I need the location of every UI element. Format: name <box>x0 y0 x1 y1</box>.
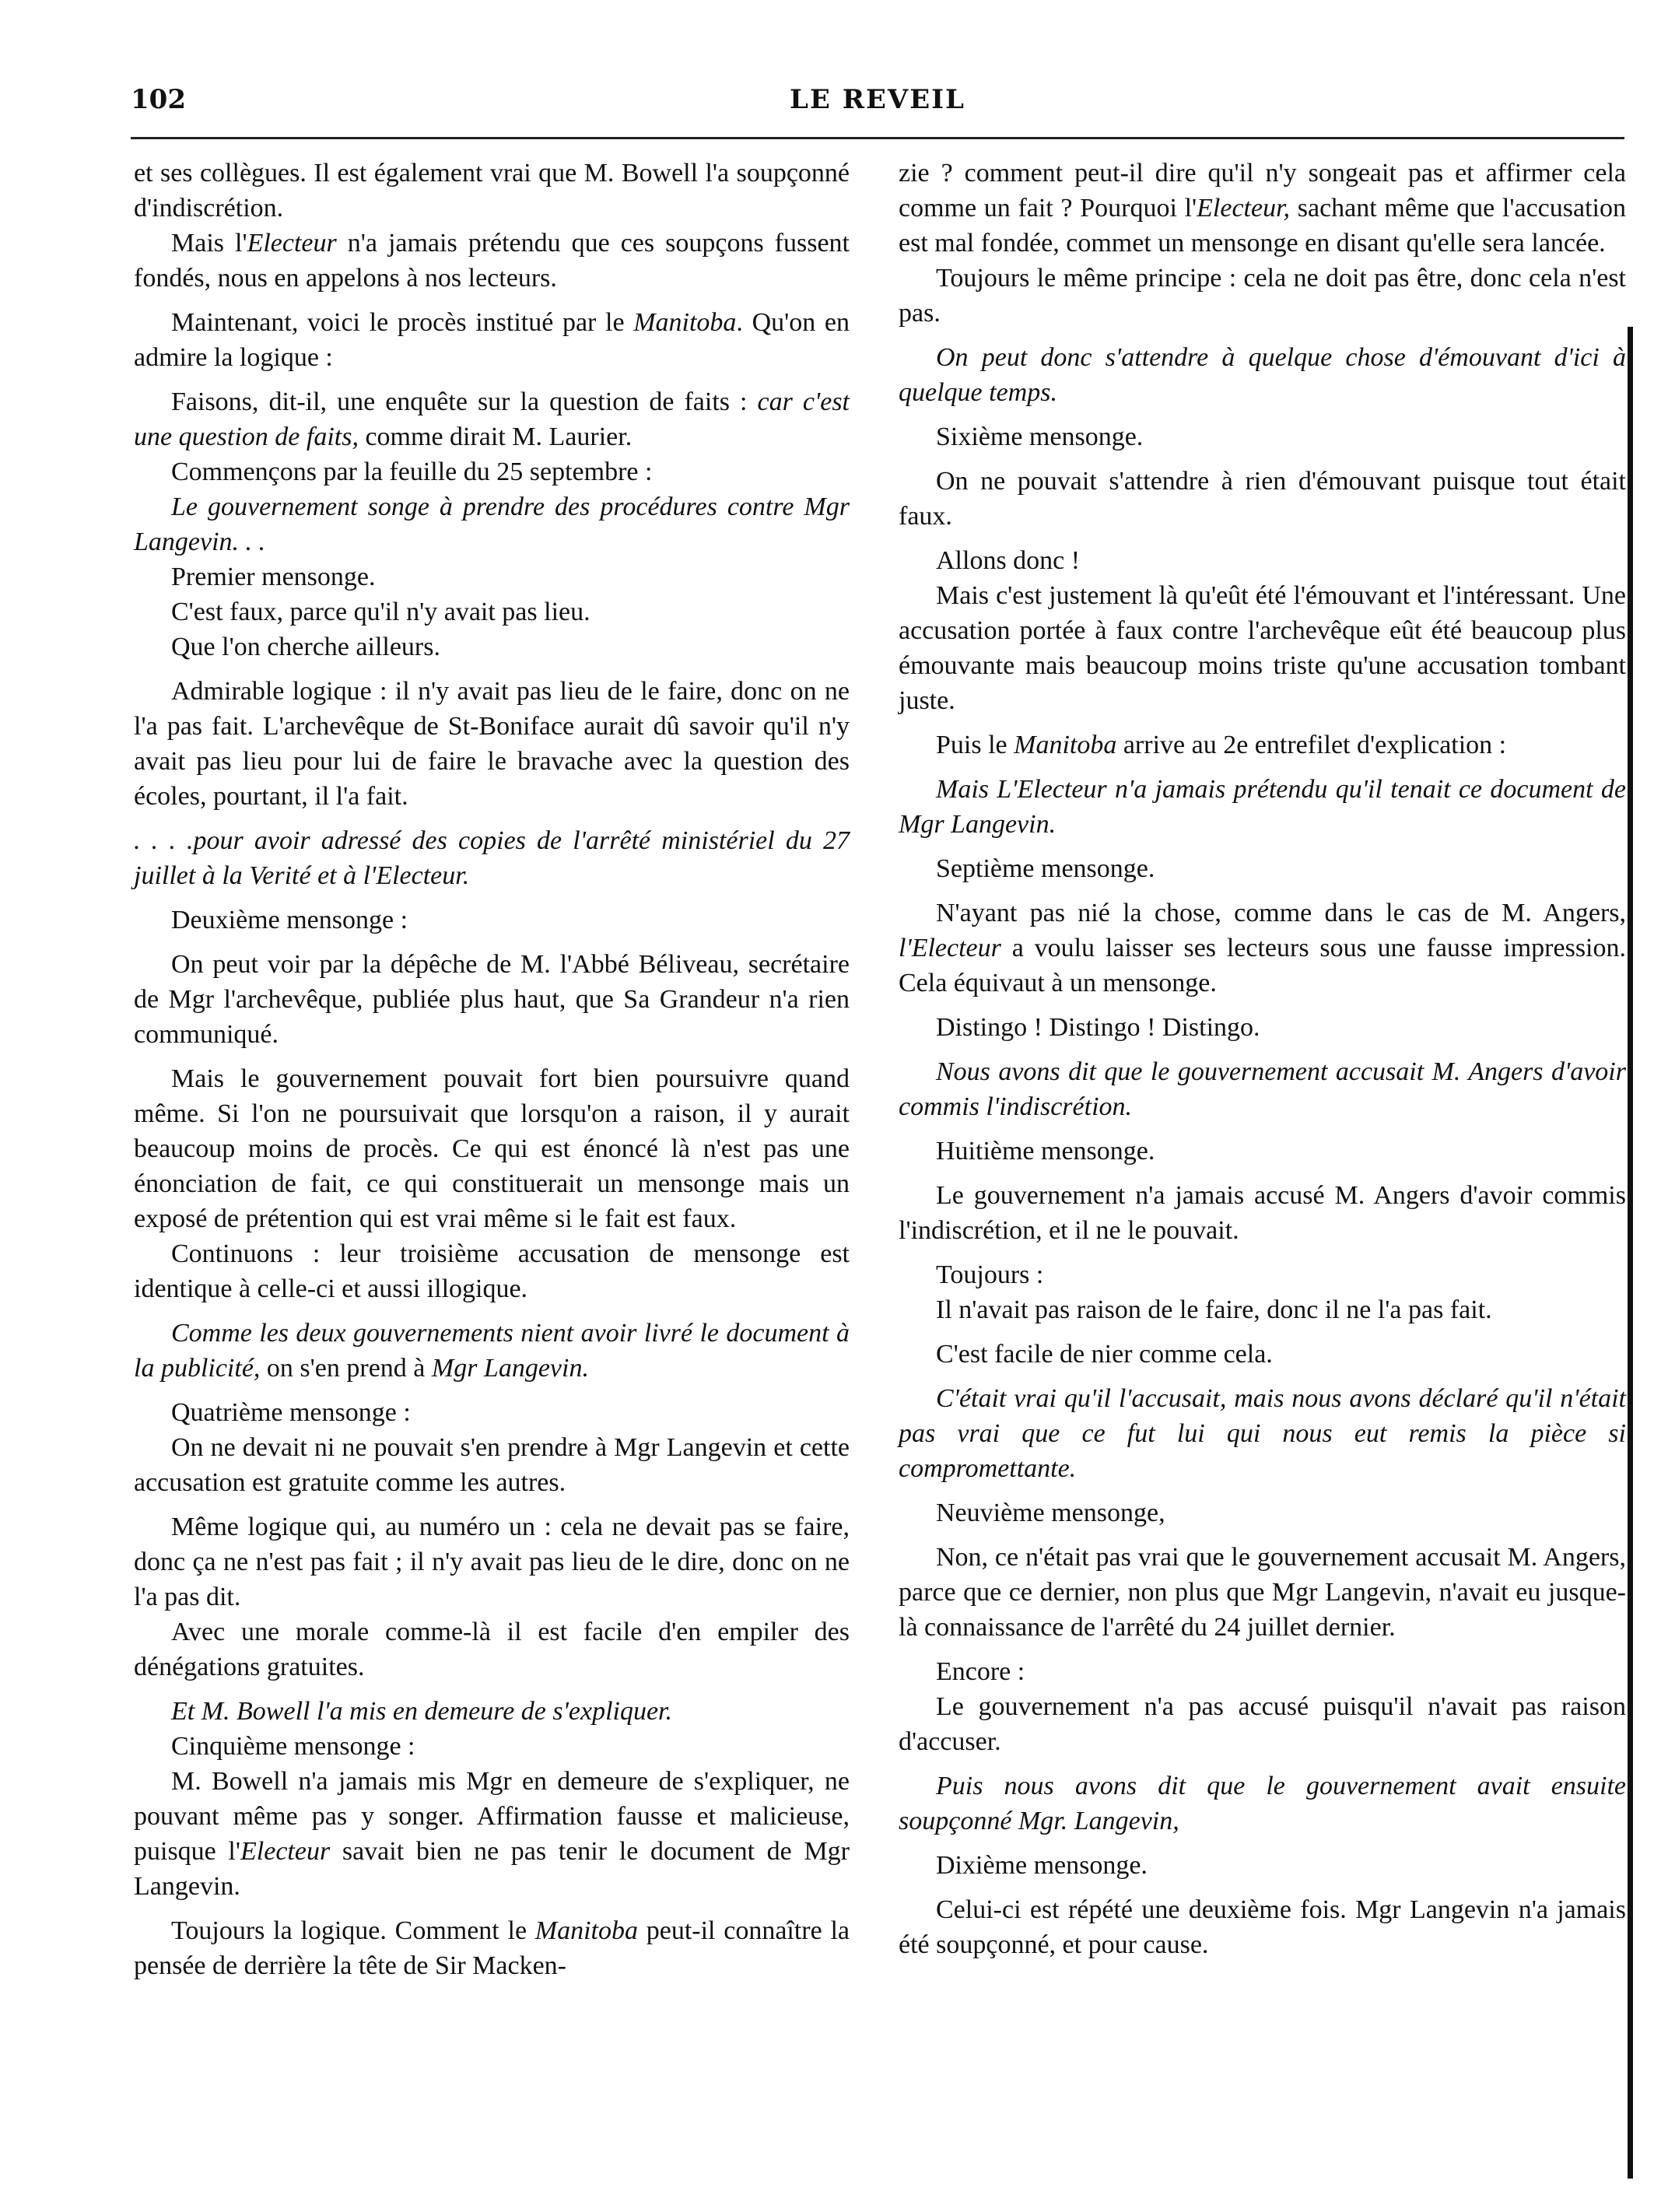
paragraph: et ses collègues. Il est également vrai que M. Bowell l'a soupçonné d'indiscrétion. <box>134 159 850 223</box>
paragraph: Neuvième mensonge, <box>936 1499 1165 1527</box>
paragraph: Maintenant, voici le procès institué par le Manitoba. Qu'on en admire la logique : <box>134 308 850 372</box>
paragraph: Septième mensonge. <box>936 854 1155 883</box>
paragraph: Toujours le même principe : cela ne doit pas être, donc cela n'est pas. <box>899 264 1626 328</box>
paragraph: Il n'avait pas raison de le faire, donc il ne l'a pas fait. <box>936 1295 1492 1324</box>
paragraph: Cinquième mensonge : <box>171 1732 415 1761</box>
paragraph: Quatrième mensonge : <box>171 1398 411 1427</box>
paragraph: Le gouvernement n'a jamais accusé M. Angers d'avoir commis l'indiscrétion, et il ne le pouvait. <box>899 1181 1626 1245</box>
paragraph: Toujours : <box>936 1260 1044 1289</box>
right-column <box>899 156 1626 1972</box>
quoted-paragraph: Mais L'Electeur n'a jamais prétendu qu'il tenait ce document de Mgr Langevin. <box>899 775 1626 839</box>
paragraph: Toujours la logique. Comment le Manitoba peut-il connaître la pensée de derrière la tête de Sir Macken- <box>134 1916 850 1980</box>
paragraph: N'ayant pas nié la chose, comme dans le cas de M. Angers, l'Electeur a voulu laisser ses lecteurs sous une fausse impression. Cela équivaut à un mensonge. <box>899 899 1626 997</box>
paragraph: Encore : <box>936 1657 1025 1686</box>
left-column <box>134 156 850 1993</box>
paragraph: Avec une morale comme-là il est facile d'en empiler des dénégations gratuites. <box>134 1618 850 1681</box>
paragraph: Le gouvernement n'a pas accusé puisqu'il n'avait pas raison d'accuser. <box>899 1692 1626 1756</box>
paragraph: On ne devait ni ne pouvait s'en prendre à Mgr Langevin et cette accusation est gratuite comme les autres. <box>134 1433 850 1497</box>
header-rule <box>131 137 1624 139</box>
paragraph: Que l'on cherche ailleurs. <box>171 633 440 661</box>
paragraph: zie ? comment peut-il dire qu'il n'y songeait pas et affirmer cela comme un fait ? Pourquoi l'Electeur, sachant même que l'accusation est mal fondée, commet un mensonge en disant qu'elle sera lancée. <box>899 159 1626 258</box>
paragraph: Puis le Manitoba arrive au 2e entrefilet d'explication : <box>936 731 1507 759</box>
paragraph: Sixième mensonge. <box>936 422 1144 451</box>
paragraph: C'est facile de nier comme cela. <box>936 1340 1273 1369</box>
quoted-paragraph: . . . .pour avoir adressé des copies de l'arrêté ministériel du 27 juillet à la Verité et à l'Electeur. <box>134 826 850 890</box>
paragraph: Commençons par la feuille du 25 septembre : <box>171 457 653 486</box>
page-header <box>131 78 1624 134</box>
paragraph: Dixième mensonge. <box>936 1851 1148 1880</box>
page-edge-bar <box>1628 327 1633 2179</box>
quoted-paragraph: Comme les deux gouvernements nient avoir livré le document à la publicité, on s'en prend à Mgr Langevin. <box>134 1319 850 1383</box>
paragraph: Mais c'est justement là qu'eût été l'émouvant et l'intéressant. Une accusation portée à faux contre l'archevêque eût été beaucoup plus émouvante mais beaucoup moins triste qu'une accusation tombant juste. <box>899 581 1626 715</box>
paragraph: Allons donc ! <box>936 546 1081 575</box>
quoted-paragraph: Puis nous avons dit que le gouvernement avait ensuite soupçonné Mgr. Langevin, <box>899 1772 1626 1835</box>
paragraph: Huitième mensonge. <box>936 1137 1155 1166</box>
paragraph: Admirable logique : il n'y avait pas lieu de le faire, donc on ne l'a pas fait. L'archevêque de St-Boniface aurait dû savoir qu'il n'y avait pas lieu pour lui de faire le bravache avec la question des écoles, pourtant, il l'a fait. <box>134 677 850 811</box>
paragraph: Mais l'Electeur n'a jamais prétendu que ces soupçons fussent fondés, nous en appelons à nos lecteurs. <box>134 229 850 293</box>
paragraph: M. Bowell n'a jamais mis Mgr en demeure de s'expliquer, ne pouvant même pas y songer. Affirmation fausse et malicieuse, puisque l'Electeur savait bien ne pas tenir le document de Mgr Langevin. <box>134 1767 850 1901</box>
paragraph: Deuxième mensonge : <box>171 906 408 934</box>
paragraph: Continuons : leur troisième accusation de mensonge est identique à celle-ci et aussi illogique. <box>134 1239 850 1303</box>
quoted-paragraph: Le gouvernement songe à prendre des procédures contre Mgr Langevin. . . <box>134 493 850 556</box>
paragraph: On peut voir par la dépêche de M. l'Abbé Béliveau, secrétaire de Mgr l'archevêque, publiée plus haut, que Sa Grandeur n'a rien communiqué. <box>134 950 850 1049</box>
quoted-paragraph: On peut donc s'attendre à quelque chose d'émouvant d'ici à quelque temps. <box>899 343 1626 407</box>
paragraph: Faisons, dit-il, une enquête sur la question de faits : car c'est une question de faits, comme dirait M. Laurier. <box>134 387 850 451</box>
paragraph: On ne pouvait s'attendre à rien d'émouvant puisque tout était faux. <box>899 467 1626 531</box>
quoted-paragraph: C'était vrai qu'il l'accusait, mais nous avons déclaré qu'il n'était pas vrai que ce fut lui qui nous eut remis la pièce si compromettante. <box>899 1384 1626 1483</box>
paragraph: Même logique qui, au numéro un : cela ne devait pas se faire, donc ça ne n'est pas fait ; il n'y avait pas lieu de le dire, donc on ne l'a pas dit. <box>134 1513 850 1611</box>
paragraph: Premier mensonge. <box>171 563 376 591</box>
quoted-paragraph: Nous avons dit que le gouvernement accusait M. Angers d'avoir commis l'indiscrétion. <box>899 1057 1626 1121</box>
paragraph: Celui-ci est répété une deuxième fois. Mgr Langevin n'a jamais été soupçonné, et pour cause. <box>899 1895 1626 1959</box>
paragraph: Non, ce n'était pas vrai que le gouvernement accusait M. Angers, parce que ce dernier, non plus que Mgr Langevin, n'avait eu jusque-là connaissance de l'arrêté du 24 juillet dernier. <box>899 1543 1626 1642</box>
page-number: 102 <box>131 84 186 115</box>
quoted-paragraph: Et M. Bowell l'a mis en demeure de s'expliquer. <box>171 1697 673 1726</box>
running-title: LE REVEIL <box>790 84 965 115</box>
paragraph: C'est faux, parce qu'il n'y avait pas lieu. <box>171 598 590 626</box>
paragraph: Distingo ! Distingo ! Distingo. <box>936 1013 1260 1042</box>
paragraph: Mais le gouvernement pouvait fort bien poursuivre quand même. Si l'on ne poursuivait que lorsqu'on a raison, il y aurait beaucoup moins de procès. Ce qui est énoncé là n'est pas une énonciation de fait, ce qui constituerait un mensonge mais un exposé de prétention qui est vrai même si le fait est faux. <box>134 1064 850 1233</box>
